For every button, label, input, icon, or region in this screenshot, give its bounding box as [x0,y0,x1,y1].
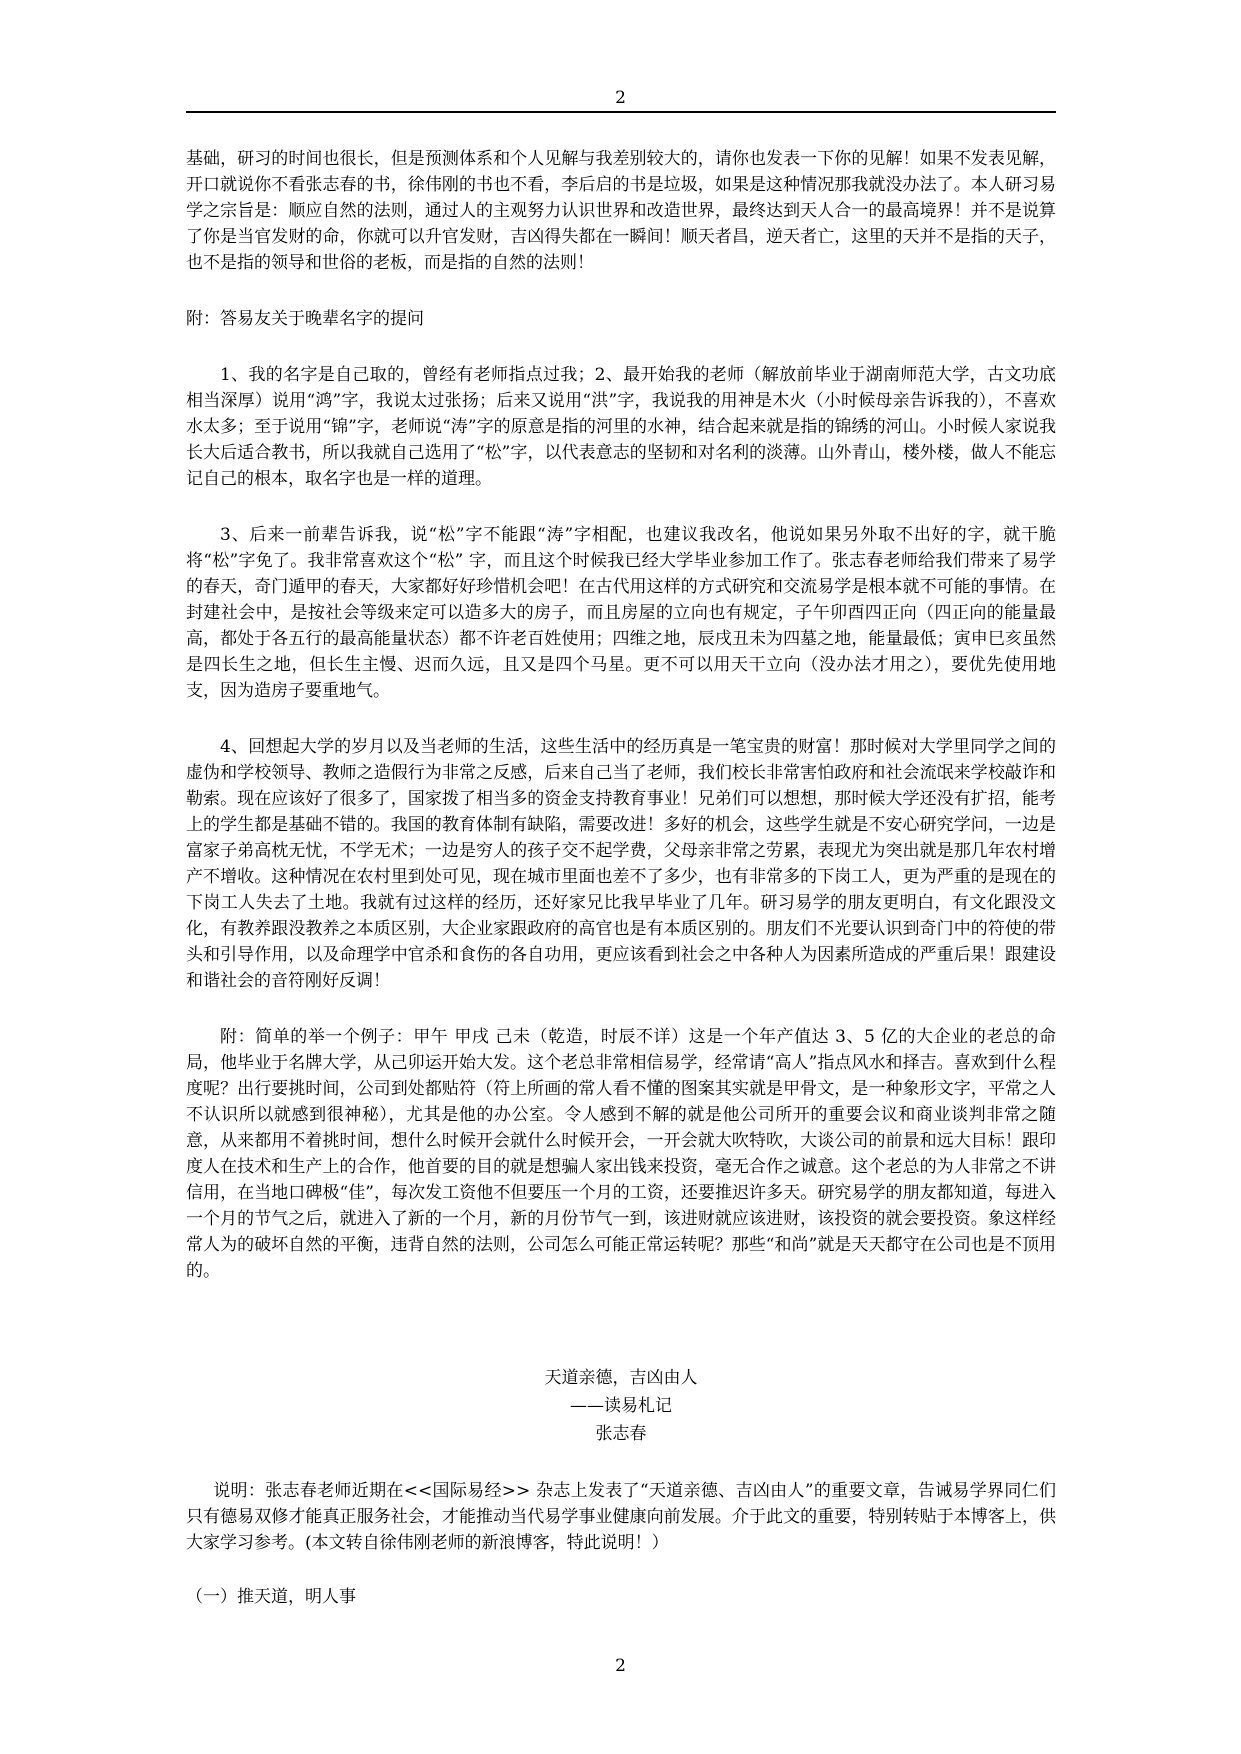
paragraph-intro: 基础，研习的时间也很长，但是预测体系和个人见解与我差别较大的，请你也发表一下你的见解！如果不发表见解，开口就说你不看张志春的书，徐伟刚的书也不看，李后启的书是垃圾，如果是这种情况那我就没办法了。本人研习易学之宗旨是：顺应自然的法则，通过人的主观努力认识世界和改造世界，最终达到天人合一的最高境界！并不是说算了你是当官发财的命，你就可以升官发财，吉凶得失都在一瞬间！顺天者昌，逆天者亡，这里的天并不是指的天子，也不是指的领导和世俗的老板，而是指的自然的法则！ [186,149,1056,273]
footer-page-number: 2 [615,1656,626,1676]
article-title: 天道亲德，吉凶由人 [544,1368,698,1388]
article-author: 张志春 [595,1424,647,1444]
article-title-block [186,1364,1056,1448]
paragraph-4: 4、回想起大学的岁月以及当老师的生活，这些生活中的经历真是一笔宝贵的财富！那时候对大学里同学之间的虚伪和学校领导、教师之造假行为非常之反感，后来自己当了老师，我们校长非常害怕政府和社会流氓来学校敲诈和勒索。现在应该好了很多了，国家拨了相当多的资金支持教育事业！兄弟们可以想想，那时候大学还没有扩招，能考上的学生都是基础不错的。我国的教育体制有缺陷，需要改进！多好的机会，这些学生就是不安心研究学问，一边是富家子弟高枕无忧，不学无术；一边是穷人的孩子交不起学费，父母亲非常之劳累，表现尤为突出就是那几年农村增产不增收。这种情况在农村里到处可见，现在城市里面也差不了多少，也有非常多的下岗工人，更为严重的是现在的下岗工人失去了土地。我就有过这样的经历，还好家兄比我早毕业了几年。研习易学的朋友更明白，有文化跟没文化，有教养跟没教养之本质区别，大企业家跟政府的高官也是有本质区别的。朋友们不光要认识到奇门中的符使的带头和引导作用，以及命理学中官杀和食伤的各自功用，更应该看到社会之中各种人为因素所造成的严重后果！跟建设和谐社会的音符刚好反调！ [186,737,1056,991]
header-page-number: 2 [615,88,626,108]
section-heading-1: （一）推天道，明人事 [186,1587,356,1607]
paragraph-3: 3、后来一前辈告诉我，说“松”字不能跟“涛”字相配，也建议我改名，他说如果另外取不出好的字，就干脆将“松”字免了。我非常喜欢这个“松” 字，而且这个时候我已经大学毕业参加工作了。张志春老师给我们带来了易学的春天，奇门遁甲的春天，大家都好好珍惜机会吧！在古代用这样的方式研究和交流易学是根本就不可能的事情。在封建社会中，是按社会等级来定可以造多大的房子，而且房屋的立向也有规定，子午卯酉四正向（四正向的能量最高，都处于各五行的最高能量状态）都不许老百姓使用；四维之地，辰戌丑未为四墓之地，能量最低；寅申巳亥虽然是四长生之地，但长生主慢、迟而久远，且又是四个马星。更不可以用天干立向（没办法才用之），要优先使用地支，因为造房子要重地气。 [186,525,1056,701]
header-rule [186,111,1056,113]
article-intro: 说明：张志春老师近期在<<国际易经>> 杂志上发表了“天道亲德、吉凶由人”的重要文章，告诫易学界同仁们只有德易双修才能真正服务社会，才能推动当代易学事业健康向前发展。介于此文的重要，特别转贴于本博客上，供大家学习参考。(本文转自徐伟刚老师的新浪博客，特此说明！） [186,1481,1056,1553]
appendix-heading: 附：答易友关于晚辈名字的提问 [186,309,424,329]
article-subtitle: ——读易札记 [570,1396,672,1416]
paragraph-example: 附：简单的举一个例子：甲午 甲戌 己未（乾造，时辰不详）这是一个年产值达 3、5 亿的大企业的老总的命局，他毕业于名牌大学，从己卯运开始大发。这个老总非常相信易学，经常请“高人”指点风水和择吉。喜欢到什么程度呢？出行要挑时间，公司到处都贴符（符上所画的常人看不懂的图案其实就是甲骨文，是一种象形文字，平常之人不认识所以就感到很神秘），尤其是他的办公室。令人感到不解的就是他公司所开的重要会议和商业谈判非常之随意，从来都用不着挑时间，想什么时候开会就什么时候开会，一开会就大吹特吹，大谈公司的前景和远大目标！跟印度人在技术和生产上的合作，他首要的目的就是想骗人家出钱来投资，毫无合作之诚意。这个老总的为人非常之不讲信用，在当地口碑极“佳”，每次发工资他不但要压一个月的工资，还要推迟许多天。研究易学的朋友都知道，每进入一个月的节气之后，就进入了新的一个月，新的月份节气一到，该进财就应该进财，该投资的就会要投资。象这样经常人为的破坏自然的平衡，违背自然的法则，公司怎么可能正常运转呢？那些“和尚”就是天天都守在公司也是不顶用的。 [186,1027,1056,1281]
document-body [186,146,1056,1610]
paragraph-1: 1、我的名字是自己取的，曾经有老师指点过我；2、最开始我的老师（解放前毕业于湖南师范大学，古文功底相当深厚）说用“鸿”字，我说太过张扬；后来又说用“洪”字，我说我的用神是木火（小时候母亲告诉我的），不喜欢水太多；至于说用“锦”字，老师说“涛”字的原意是指的河里的水神，结合起来就是指的锦绣的河山。小时候人家说我长大后适合教书，所以我就自己选用了“松”字，以代表意志的坚韧和对名利的淡薄。山外青山，楼外楼，做人不能忘记自己的根本，取名字也是一样的道理。 [186,365,1056,489]
